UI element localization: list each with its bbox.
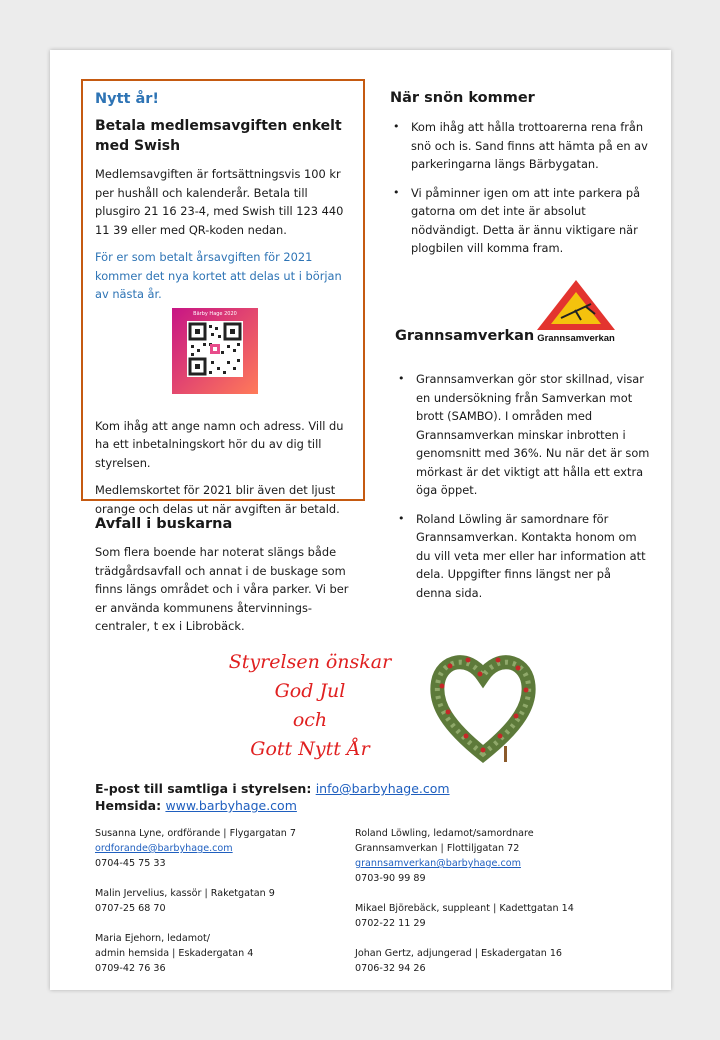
member-name: Mikael Björebäck, suppleant | Kadettgatan 14	[355, 903, 574, 914]
membership-fee-box	[81, 79, 365, 516]
qr-label: Bärby Hage 2020	[193, 310, 237, 317]
notice-heading: Betala medlemsavgiften enkelt med Swish	[95, 118, 342, 154]
member-email-link[interactable]: grannsamverkan@barbyhage.com	[355, 858, 521, 869]
swish-qr-code	[172, 308, 258, 394]
member-phone: 0704-45 75 33	[95, 858, 166, 869]
board-email-line	[95, 780, 635, 797]
member-email-link[interactable]: ordforande@barbyhage.com	[95, 843, 233, 854]
list-item: • Vi påminner igen om att inte parkera på gatorna om det inte är absolut nödvändigt. Detta är ännu viktigare när plogbilen vill komma fram.	[390, 184, 655, 258]
member-phone: 0702-22 11 29	[355, 918, 426, 929]
newsletter-page	[50, 50, 671, 990]
list-item: • Kom ihåg att hålla trottoarerna rena från snö och is. Sand finns att hämta på en av parkeringarna längs Bärbygatan.	[390, 118, 655, 174]
logo-text: Grannsamverkan	[537, 333, 615, 344]
board-member	[95, 931, 355, 976]
board-member	[95, 826, 355, 871]
list-item: • Roland Löwling är samordnare för Grannsamverkan. Kontakta honom om du vill veta mer eller har information att dela. Uppgifter finns längst ner på denna sida.	[395, 510, 650, 603]
notice-kicker: Nytt år!	[95, 91, 160, 107]
member-name: Roland Löwling, ledamot/samordnare	[355, 828, 534, 839]
website-line	[95, 797, 635, 814]
name-address-paragraph: Kom ihåg att ange namn och adress. Vill du ha ett inbetalningskort hör du av dig till styrelsen.	[95, 418, 344, 470]
email-label: E-post till samtliga i styrelsen:	[95, 781, 316, 796]
member-phone: 0706-32 94 26	[355, 963, 426, 974]
grannsamverkan-list	[395, 370, 650, 612]
list-item: • Grannsamverkan gör stor skillnad, visar en undersökning från Samverkan mot brott (SAMBO). I områden med Grannsamverkan minskar inbrotten i genomsnitt med 36%. Nu när det är som mörkast är det viktigt att hålla ett extra öga öppet.	[395, 370, 650, 500]
contact-block	[95, 780, 635, 814]
waste-section	[95, 516, 357, 636]
member-name: Malin Jervelius, kassör | Raketgatan 9	[95, 888, 275, 899]
member-role: admin hemsida | Eskadergatan 4	[95, 948, 254, 959]
member-phone: 0709-42 76 36	[95, 963, 166, 974]
snow-list	[390, 118, 655, 258]
greeting-line: Styrelsen önskar	[228, 651, 392, 673]
website-label: Hemsida:	[95, 798, 166, 813]
board-member	[355, 901, 615, 931]
qr-code-icon	[187, 321, 243, 377]
board-member	[355, 826, 615, 886]
board-column-right	[355, 826, 615, 991]
waste-title: Avfall i buskarna	[95, 516, 233, 532]
board-member	[95, 886, 355, 916]
greeting-line: God Jul	[274, 680, 346, 702]
website-link[interactable]: www.barbyhage.com	[165, 798, 297, 813]
member-phone: 0707-25 68 70	[95, 903, 166, 914]
snow-title: När snön kommer	[390, 90, 535, 106]
member-name: Susanna Lyne, ordförande | Flygargatan 7	[95, 828, 297, 839]
grannsamverkan-logo	[535, 278, 617, 344]
grannsamverkan-title: Grannsamverkan	[395, 328, 535, 344]
new-card-paragraph: För er som betalt årsavgiften för 2021 kommer det nya kortet att delas ut i början av nästa år.	[95, 250, 342, 301]
member-role: Grannsamverkan | Flottiljgatan 72	[355, 843, 520, 854]
board-column-left	[95, 826, 355, 991]
member-name: Maria Ejehorn, ledamot/	[95, 933, 210, 944]
heart-wreath-image	[428, 646, 538, 766]
holiday-greeting	[190, 648, 430, 764]
board-email-link[interactable]: info@barbyhage.com	[315, 781, 450, 796]
member-phone: 0703-90 99 89	[355, 873, 426, 884]
greeting-line: och	[292, 709, 328, 731]
waste-paragraph: Som flera boende har noterat slängs både trädgårdsavfall och annat i de buskage som finns längs området och i våra parker. Vi ber er använda kommunens återvinnings-centraler, t ex i Librobäck.	[95, 545, 349, 633]
member-name: Johan Gertz, adjungerad | Eskadergatan 16	[355, 948, 563, 959]
snow-section	[390, 90, 655, 268]
member-card-paragraph: Medlemskortet för 2021 blir även det ljust orange och delas ut när avgiften är betald.	[95, 483, 340, 516]
board-member	[355, 946, 615, 976]
fee-paragraph: Medlemsavgiften är fortsättningsvis 100 kr per hushåll och kalenderår. Betala till plusgiro 21 16 23-4, med Swish till 123 440 11 39 eller med QR-koden nedan.	[95, 167, 344, 237]
greeting-line: Gott Nytt År	[250, 738, 370, 760]
qr-caption	[172, 396, 351, 408]
